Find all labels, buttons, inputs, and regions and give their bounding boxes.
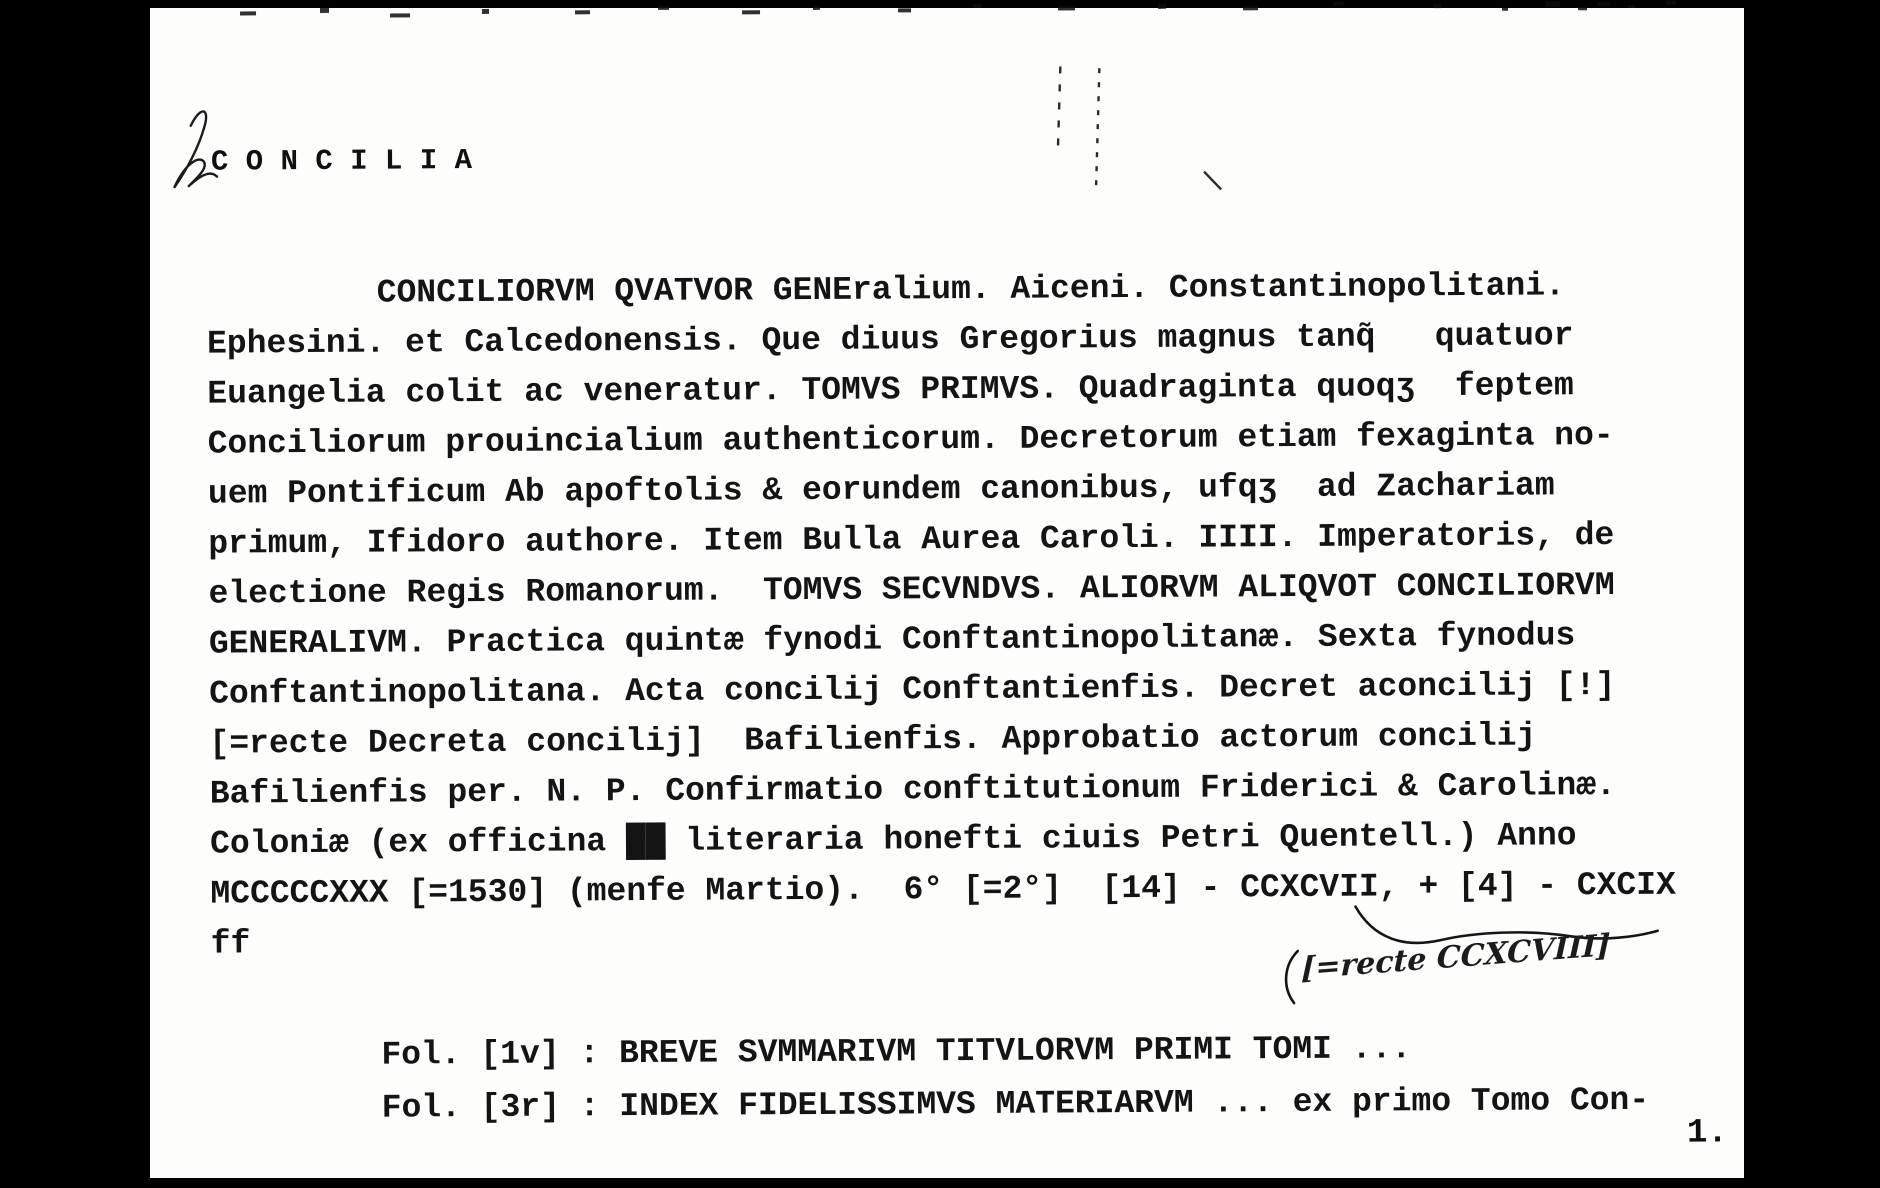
text-line: ff — [210, 925, 251, 963]
text-line: Conciliorum prouincialium authenticorum. Decretorum etiam fexaginta no- — [207, 417, 1614, 463]
text-line: [=recte Decreta concilij] Bafilienfis. Approbatio actorum concilij — [209, 717, 1537, 763]
folio-reference-section — [381, 1021, 1649, 1135]
scan-content — [150, 0, 1751, 1178]
document-title: C O N C I L I A — [210, 144, 473, 179]
text-line: Ephesini. et Calcedonensis. Que diuus Gregorius magnus tanq̃ quatuor — [206, 317, 1574, 363]
text-line: primum, Ifidoro authore. Item Bulla Aurea Caroli. IIII. Imperatoris, de — [208, 517, 1615, 563]
text-line: uem Pontificum Ab apoftolis & eorundem canonibus, ufqʒ ad Zachariam — [207, 467, 1555, 513]
scanned-page — [150, 8, 1744, 1178]
catalog-entry-paragraph — [207, 261, 1677, 970]
text-line: MCCCCCXXX [=1530] (menfe Martio). 6° [=2°] [14] - CCXCVII, + [4] - CXCIX — [210, 866, 1676, 913]
scan-noise-specks — [240, 0, 1676, 18]
pencil-dash-marks-icon — [1057, 65, 1221, 190]
text-line: Bafilienfis per. N. P. Confirmatio conftitutionum Friderici & Carolinæ. — [209, 767, 1616, 813]
collation-correction-annotation: [=recte CCXCVIII] — [1300, 927, 1611, 987]
text-line: Fol. [1v] : BREVE SVMMARIVM TITVLORVM PRIMI TOMI ... — [381, 1030, 1412, 1074]
text-line: electione Regis Romanorum. TOMVS SECVNDVS. ALIORVM ALIQVOT CONCILIORVM — [208, 567, 1615, 613]
text-line: Conftantinopolitana. Acta concilij Conftantienfis. Decret aconcilij [!] — [209, 667, 1616, 713]
text-line: CONCILIORVM QVATVOR GENEralium. Aiceni. Constantinopolitani. — [376, 267, 1566, 312]
text-line: Coloniæ (ex officina ██ literaria honefti ciuis Petri Quentell.) Anno — [209, 817, 1577, 863]
text-line: Euangelia colit ac veneratur. TOMVS PRIMVS. Quadraginta quoqʒ feptem — [207, 367, 1574, 413]
text-line: Fol. [3r] : INDEX FIDELISSIMVS MATERIARVM ... ex primo Tomo Con- — [381, 1081, 1650, 1127]
page-number: 1. — [1686, 1114, 1728, 1153]
text-line: GENERALIVM. Practica quintæ fynodi Conftantinopolitanæ. Sexta fynodus — [208, 617, 1576, 663]
